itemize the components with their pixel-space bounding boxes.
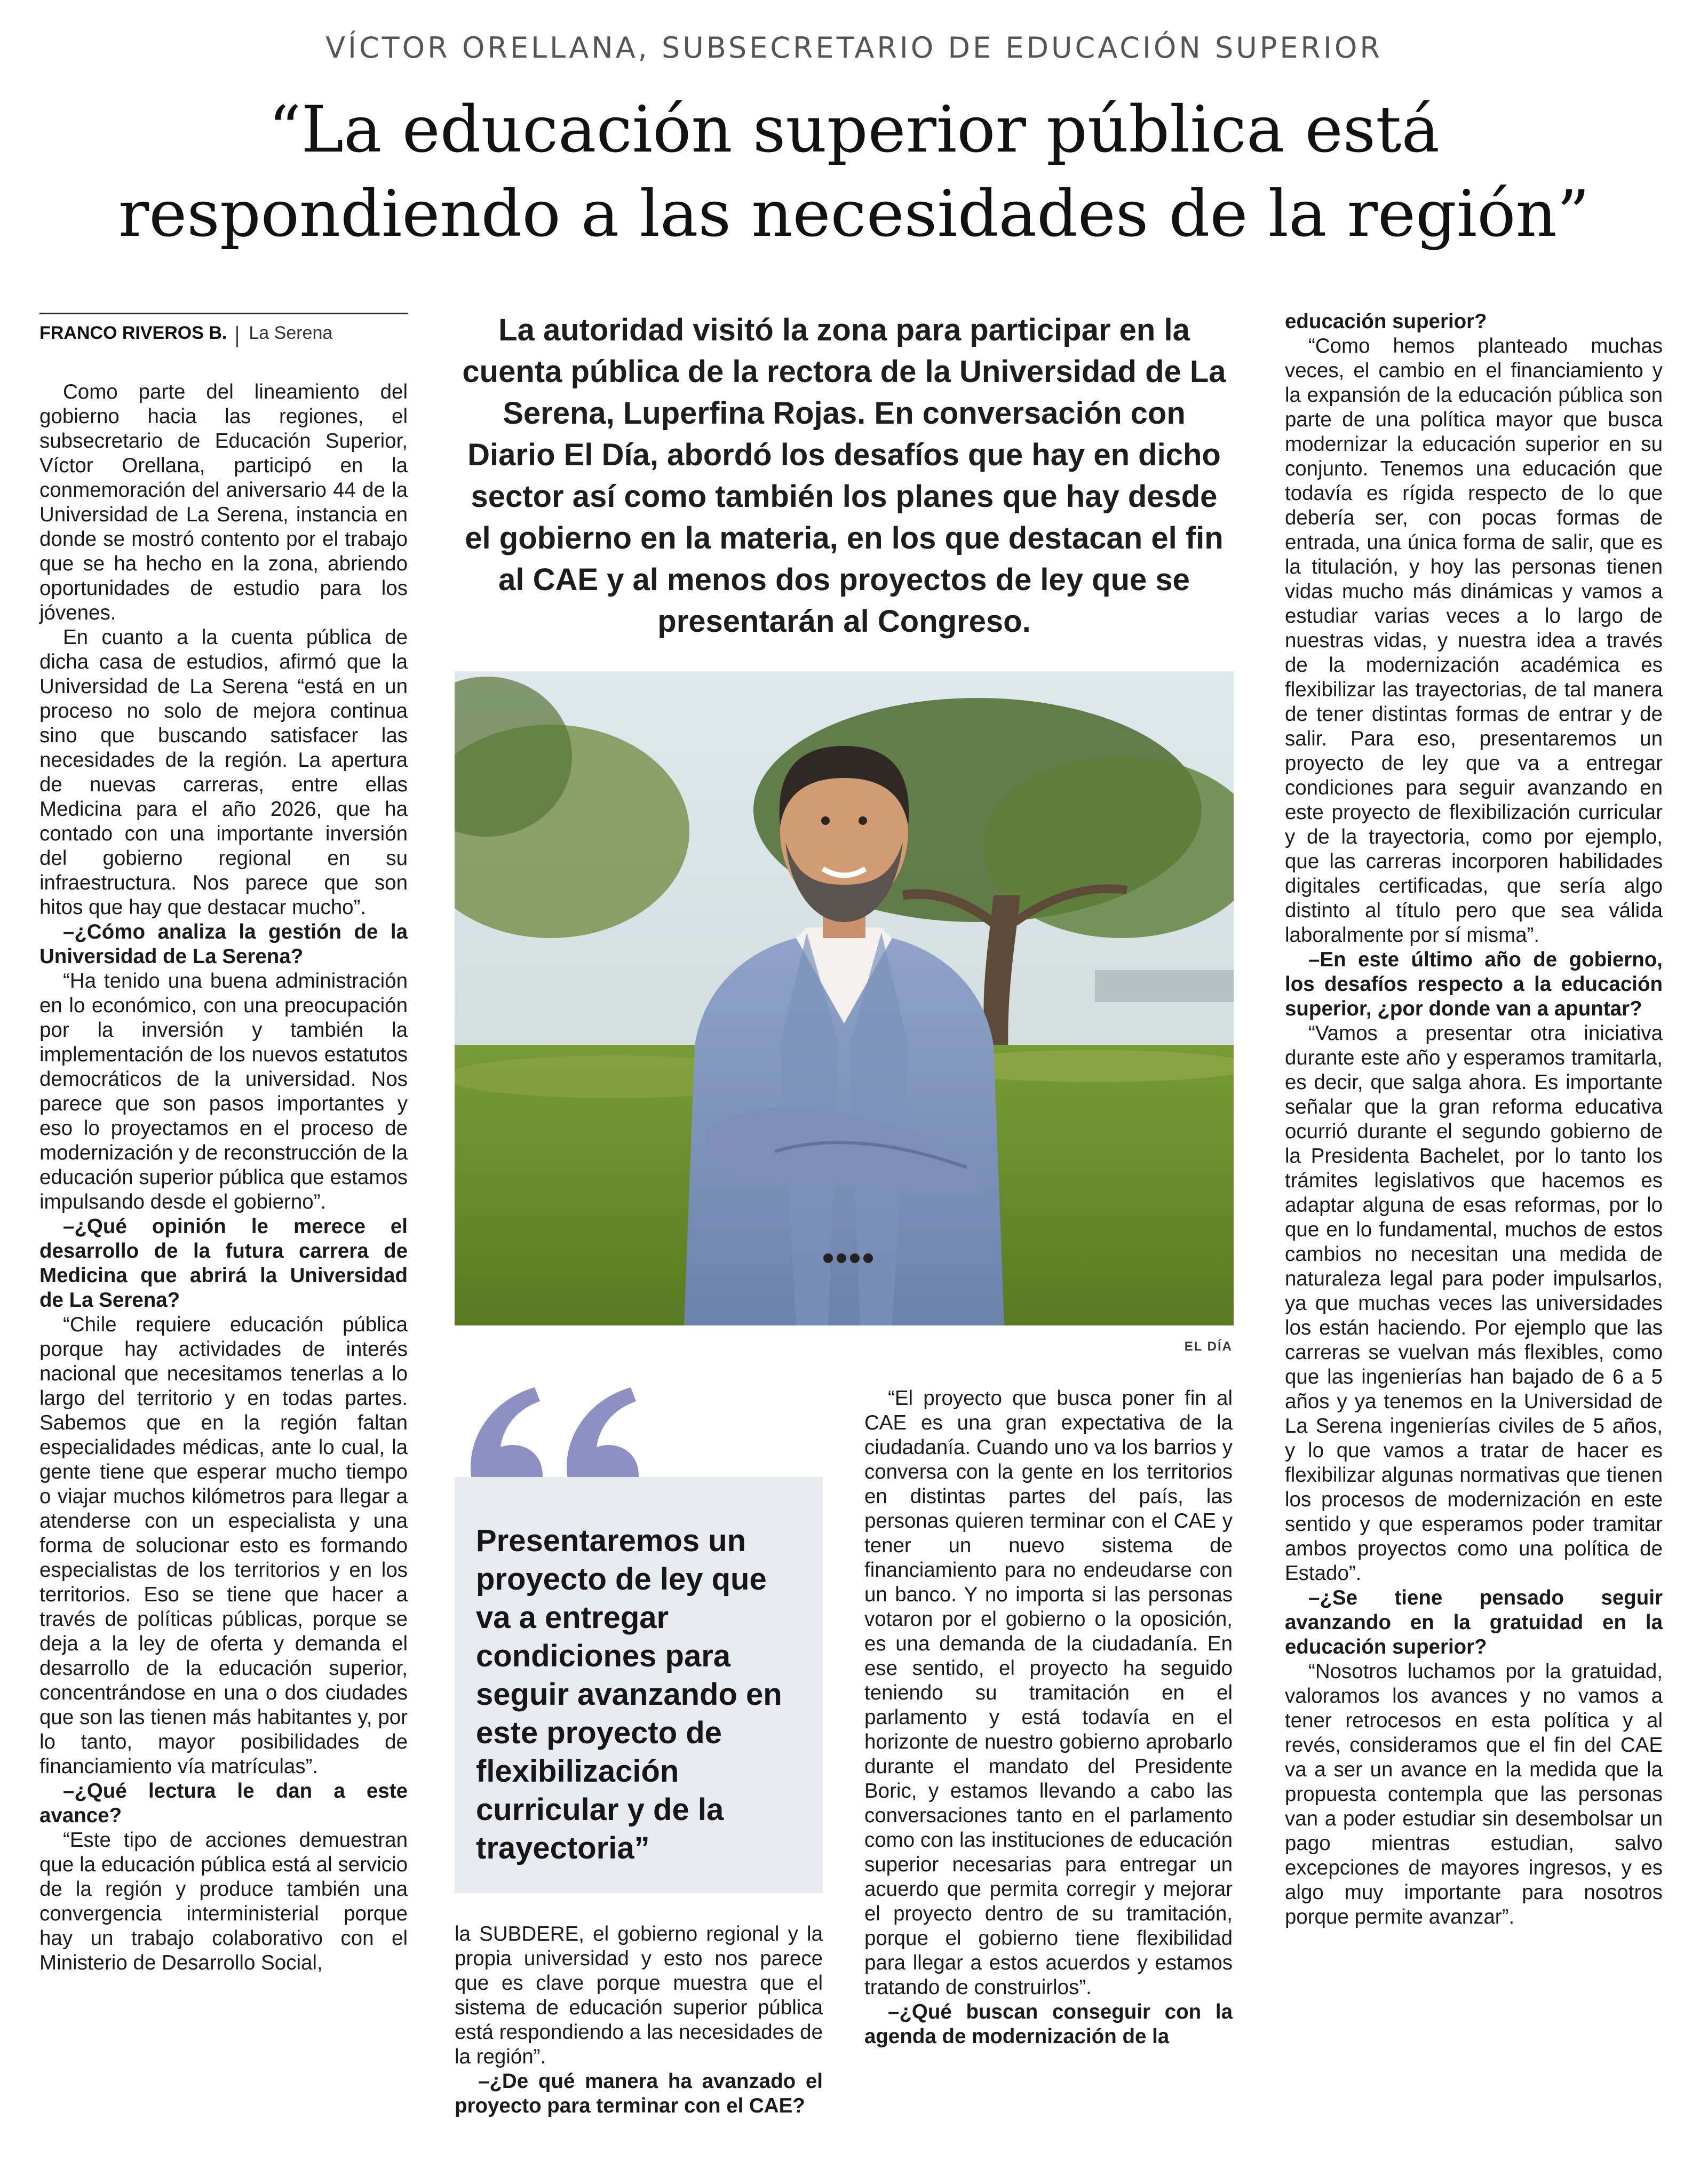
interview-question: educación superior? xyxy=(1285,310,1487,333)
paragraph: “Nosotros luchamos por la gratuidad, valoramos los avances y no vamos a tener retrocesos en esta política y al revés, consideramos que el fin del CAE va a ser un avance en la medida que la propuesta contempla que las personas van a poder estudiar sin desembolsar un pago mientras estudian, salvo excepciones de mayores ingresos, y es algo muy importante para nosotros porque permite avanzar”. xyxy=(1285,1660,1663,1928)
portrait-illustration xyxy=(455,671,1234,1325)
interview-question: –¿De qué manera ha avanzado el proyecto para terminar con el CAE? xyxy=(455,2070,823,2117)
paragraph: “El proyecto que busca poner fin al CAE es una gran expectativa de la ciudadanía. Cuando uno va los barrios y conversa con la gente en los territorios en distintas partes del país, las personas quieren terminar con el CAE y tener un nuevo sistema de financiamiento para no endeudarse con un banco. Y no importa si las personas votaron por el gobierno o la oposición, es una demanda de la ciudadanía. En ese sentido, el proyecto ha seguido teniendo su tramitación en el parlamento y está todavía en el horizonte de nuestro gobierno aprobarlo durante el mandato del Presidente Boric, y estamos llevando a cabo las conversaciones tanto en el parlamento como con las instituciones de educación superior necesarias para entregar un acuerdo que permita corregir y mejorar el proyecto dentro de su tramitación, porque el gobierno tiene flexibilidad para llegar a estos acuerdos y estamos tratando de construirlos”. xyxy=(864,1387,1233,1999)
interview-question: –En este último año de gobierno, los desafíos respecto a la educación superior, ¿por donde van a apuntar? xyxy=(1285,948,1663,1020)
article-kicker: VÍCTOR ORELLANA, SUBSECRETARIO DE EDUCACIÓN SUPERIOR xyxy=(325,31,1383,65)
paragraph: “Como hemos planteado muchas veces, el cambio en el financiamiento y la expansión de la educación pública son parte de una política mayor que busca modernizar la educación superior en su conjunto. Tenemos una educación que todavía es rígida respecto de lo que debería ser, con pocas formas de entrada, una única forma de salir, que es la titulación, y hoy las personas tienen vidas mucho más dinámicas y vamos a estudiar varias veces a lo largo de nuestras vidas, y nuestra idea a través de la modernización académica es flexibilizar las trayectorias, de tal manera de tener distintas formas de entrar y de salir. Para eso, presentaremos un proyecto de ley que va a entregar condiciones para seguir avanzando en este proyecto de flexibilización curricular y de la trayectoria, como por ejemplo, que las carreras incorporen habilidades digitales certificadas, que sería algo distinto al título pero que sea válida laboralmente por sí misma”. xyxy=(1285,335,1663,947)
paragraph: “Vamos a presentar otra iniciativa durante este año y esperamos tramitarla, es decir, que salga ahora. Es importante señalar que la gran reforma educativa ocurrió durante el segundo gobierno de la Presidenta Bachelet, por lo tanto los trámites legislativos que hacemos es adaptar alguna de esas reformas, por lo que en lo fundamental, muchos de estos cambios no necesitan una medida de naturaleza legal para poder impulsarlos, ya que muchas veces las universidades los están haciendo. Por ejemplo que las carreras se vuelvan más flexibles, como que las ingenierías han bajado de 6 a 5 años y ya tenemos en la Universidad de La Serena ingenierías civiles de 5 años, y lo que vamos a tratar de hacer es flexibilizar algunas normativas que tienen los procesos de modernización en este sentido y que esperamos poder tramitar ambos proyectos como una política de Estado”. xyxy=(1285,1022,1663,1585)
interview-question: –¿Se tiene pensado seguir avanzando en la gratuidad en la educación superior? xyxy=(1285,1586,1663,1658)
byline-place: La Serena xyxy=(249,323,333,343)
paragraph: Como parte del lineamiento del gobierno hacia las regiones, el subsecretario de Educación Superior, Víctor Orellana, participó en la conmemoración del aniversario 44 de la Universidad de La Serena, instancia en donde se mostró contento por el trabajo que se ha hecho en la zona, abriendo oportunidades de estudio para los jóvenes. xyxy=(39,380,408,624)
headline-line-2: respondiendo a las necesidades de la región” xyxy=(118,177,1590,251)
interview-question: –¿Qué opinión le merece el desarrollo de la futura carrera de Medicina que abrirá la Universidad de La Serena? xyxy=(39,1215,408,1312)
pull-quote-text: Presentaremos un proyecto de ley que va a entregar condiciones para seguir avanzando en este proyecto de flexibilización curricular y de la trayectoria” xyxy=(476,1523,782,1865)
interview-question: –¿Qué lectura le dan a este avance? xyxy=(39,1780,408,1827)
paragraph: “Chile requiere educación pública porque hay actividades de interés nacional que necesitamos tenerlas a lo largo del territorio y en todas partes. Sabemos que en la región faltan especialidades médicas, ante lo cual, la gente tiene que esperar mucho tiempo o viajar muchos kilómetros para llegar a atenderse con un especialista y una forma de solucionar esto es formando especialistas de los territorios y en los territorios. Eso se tiene que hacer a través de políticas públicas, porque se deja a la ley de oferta y demanda el desarrollo de la educación superior, concentrándose en una o dos ciudades que son las tienen más habitantes y, por lo tanto, mayor posibilidades de financiamiento vía matrículas”. xyxy=(39,1313,408,1778)
interview-question: –¿Qué buscan conseguir con la agenda de modernización de la xyxy=(864,2000,1233,2048)
article-column-3 xyxy=(864,1386,1233,2049)
paragraph: En cuanto a la cuenta pública de dicha casa de estudios, afirmó que la Universidad de La Serena “está en un proceso no solo de mejora continua sino que buscando satisfacer las necesidades de la región. La apertura de nuevas carreras, entre ellas Medicina para el año 2026, que ha contado con una importante inversión del gobierno regional en su infraestructura. Nos parece que son hitos que hay que destacar mucho”. xyxy=(39,626,408,919)
article-column-4 xyxy=(1285,309,1663,1929)
pull-quote-box xyxy=(455,1477,823,1893)
article-column-2 xyxy=(455,1922,823,2118)
headline-line-1: “La educación superior pública está xyxy=(268,93,1440,167)
interview-question: –¿Cómo analiza la gestión de la Universidad de La Serena? xyxy=(39,920,408,968)
article-headline xyxy=(32,88,1676,257)
paragraph: la SUBDERE, el gobierno regional y la propia universidad y esto nos parece que es clave porque muestra que el sistema de educación superior pública está respondiendo a las necesidades de la región”. xyxy=(455,1923,823,2068)
paragraph: “Ha tenido una buena administración en lo económico, con una preocupación por la inversión y también la implementación de los nuevos estatutos democráticos de la universidad. Nos parece que son pasos importantes y eso lo proyectamos en el proceso de modernización y de reconstrucción de la educación superior pública que estamos impulsando desde el gobierno”. xyxy=(39,970,408,1213)
byline-divider xyxy=(236,326,238,347)
article-photo xyxy=(455,671,1234,1325)
article-column-1 xyxy=(39,380,408,1975)
article-lead: La autoridad visitó la zona para participar en la cuenta pública de la rectora de la Universidad de La Serena, Luperfina Rojas. En conversación con Diario El Día, abordó los desafíos que hay en dicho sector así como también los planes que hay desde el gobierno en la materia, en los que destacan el fin al CAE y al menos dos proyectos de ley que se presentarán al Congreso. xyxy=(462,313,1226,639)
photo-credit: EL DÍA xyxy=(1184,1339,1233,1354)
paragraph: “Este tipo de acciones demuestran que la educación pública está al servicio de la región y produce también una convergencia interministerial porque hay un trabajo colaborativo con el Ministerio de Desarrollo Social, xyxy=(39,1829,408,1974)
byline xyxy=(39,313,408,345)
byline-author: FRANCO RIVEROS B. xyxy=(39,323,227,343)
